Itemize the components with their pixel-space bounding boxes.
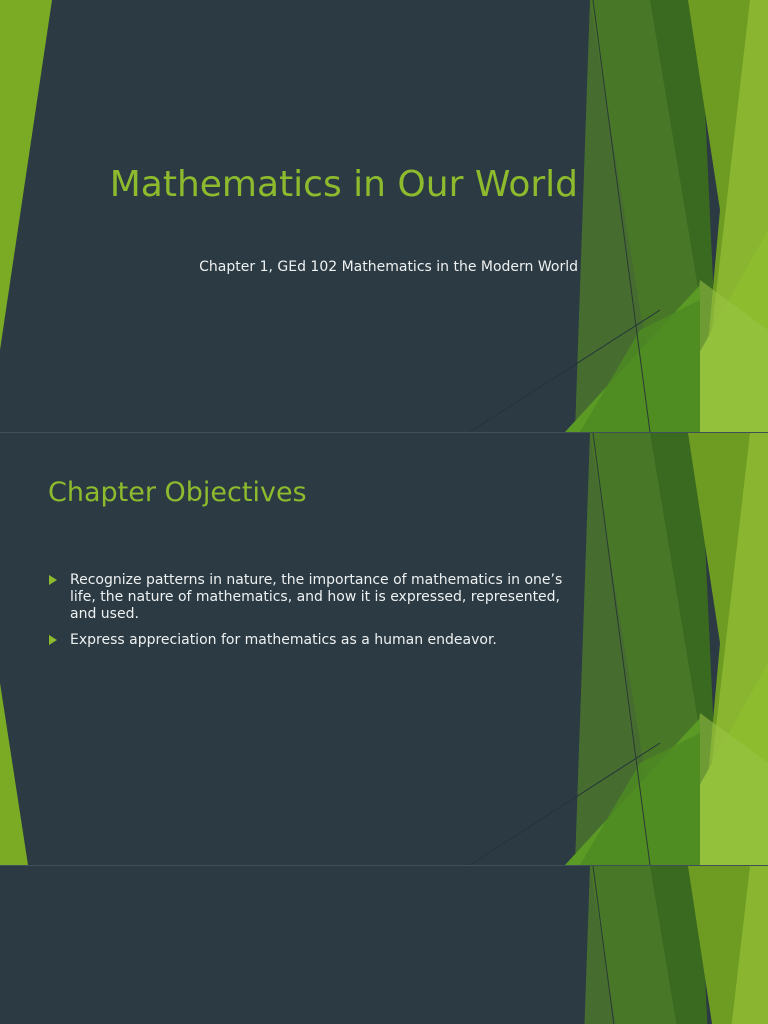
triangle-bullet-icon: [49, 635, 57, 645]
left-green-sliver: [0, 683, 28, 865]
objectives-slide: [0, 433, 768, 865]
slide-title: Mathematics in Our World: [109, 164, 578, 205]
slide-subtitle: Chapter 1, GEd 102 Mathematics in the Modern World: [199, 259, 578, 275]
title-slide: [0, 0, 768, 432]
list-item: [48, 632, 588, 649]
green-facets-decoration: [0, 866, 768, 1024]
objectives-list: [48, 572, 588, 658]
next-slide-partial: [0, 866, 768, 1024]
objectives-heading: Chapter Objectives: [48, 477, 307, 508]
bullet-text: Express appreciation for mathematics as a human endeavor.: [70, 632, 497, 648]
bullet-text: Recognize patterns in nature, the importance of mathematics in one’s life, the nature of mathematics, and how it is expressed, represented, and used.: [70, 572, 563, 622]
left-green-sliver: [0, 0, 52, 350]
green-facets-decoration: [0, 0, 768, 432]
triangle-bullet-icon: [49, 575, 57, 585]
list-item: [48, 572, 588, 623]
